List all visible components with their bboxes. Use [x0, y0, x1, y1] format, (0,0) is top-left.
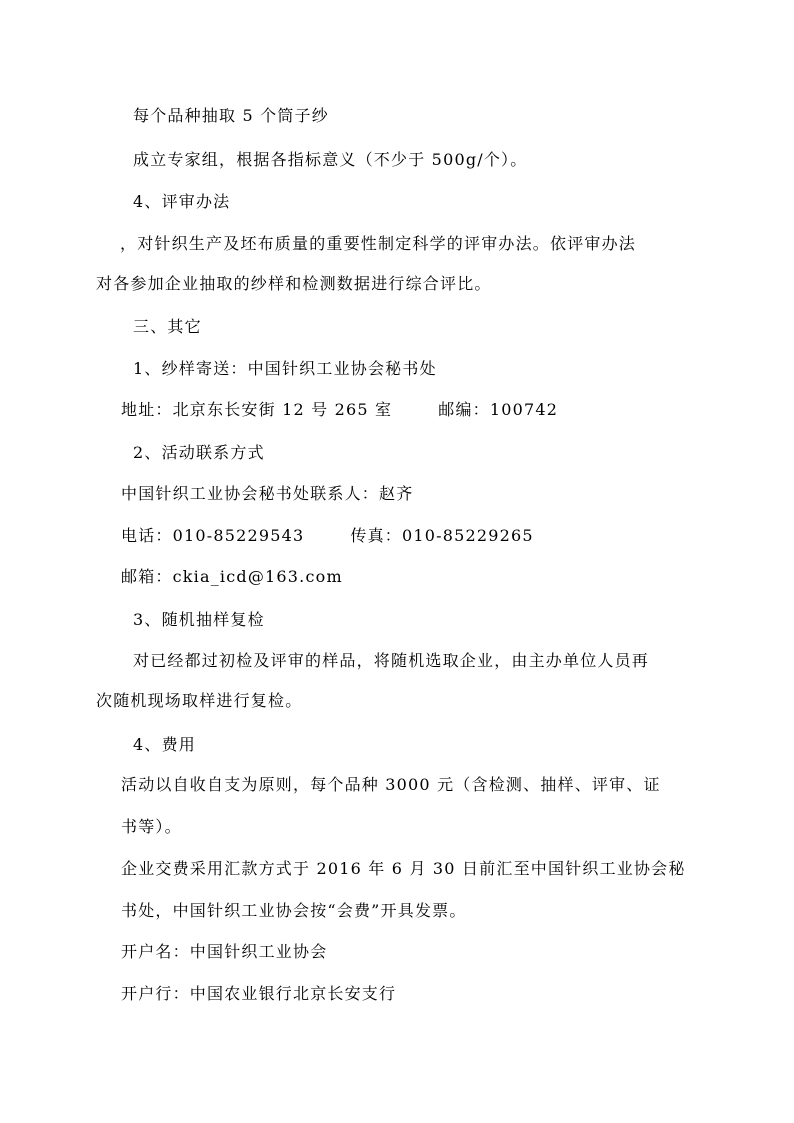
address-text: 地址：北京东长安街 12 号 265 室 — [121, 400, 393, 419]
email-text: 邮箱：ckia_icd@163.com — [121, 567, 343, 586]
random-recheck-heading: 3、随机抽样复检 — [133, 610, 265, 629]
address-line — [121, 400, 558, 420]
fee-heading: 4、费用 — [133, 735, 196, 754]
account-name-text: 开户名：中国针织工业协会 — [121, 942, 328, 961]
random-recheck-text-line-1: 对已经都过初检及评审的样品，将随机选取企业，由主办单位人员再 — [133, 651, 650, 670]
bank-name-text: 开户行：中国农业银行北京长安支行 — [121, 984, 397, 1003]
fee-text-line-1: 活动以自收自支为原则，每个品种 3000 元（含检测、抽样、评审、证 — [121, 775, 661, 794]
payment-method-text-line-2: 书处，中国针织工业协会按“会费”开具发票。 — [121, 901, 467, 920]
sample-quantity-text: 每个品种抽取 5 个筒子纱 — [133, 106, 329, 125]
phone-text: 电话：010-85229543 — [121, 526, 305, 545]
fax-text: 传真：010-85229265 — [350, 526, 534, 545]
phone-fax-line — [121, 526, 534, 546]
payment-method-text-line-1: 企业交费采用汇款方式于 2016 年 6 月 30 日前汇至中国针织工业协会秘 — [121, 859, 686, 878]
evaluation-method-text-line-1: ，对针织生产及坯布质量的重要性制定科学的评审办法。依评审办法 — [120, 234, 637, 253]
evaluation-method-heading: 4、评审办法 — [133, 192, 231, 211]
evaluation-method-text-line-2: 对各参加企业抽取的纱样和检测数据进行综合评比。 — [96, 274, 492, 293]
expert-group-text: 成立专家组，根据各指标意义（不少于 500g/个）。 — [133, 150, 528, 169]
fee-text-line-2: 书等）。 — [121, 817, 182, 836]
sample-delivery-text: 1、纱样寄送：中国针织工业协会秘书处 — [133, 359, 437, 378]
section-other-heading: 三、其它 — [133, 317, 202, 336]
postcode-text: 邮编：100742 — [438, 400, 559, 419]
contact-person-text: 中国针织工业协会秘书处联系人：赵齐 — [121, 484, 414, 503]
contact-heading: 2、活动联系方式 — [133, 443, 265, 462]
random-recheck-text-line-2: 次随机现场取样进行复检。 — [96, 691, 303, 710]
